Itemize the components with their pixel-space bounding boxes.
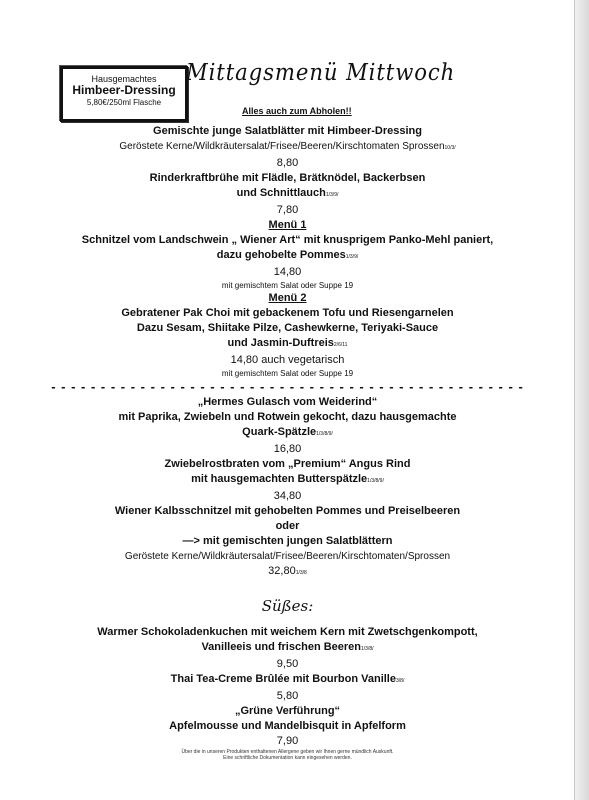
footnote-line-2: Eine schriftliche Dokumentation kann eingesehen werden.: [223, 755, 352, 761]
menu2-price: 14,80 auch vegetarisch: [230, 354, 345, 366]
cake-price: 9,50: [276, 658, 299, 670]
rostbraten-allergens: 1/3/8/9/: [367, 478, 384, 484]
soup-line-2-text: und Schnittlauch: [236, 187, 326, 199]
kalbsschnitzel-line-2: oder: [275, 520, 300, 532]
menu-body: [0, 124, 575, 761]
gulasch-item: [0, 395, 575, 457]
soup-item: [0, 171, 575, 218]
verfuehrung-price: 7,90: [276, 735, 299, 747]
gulasch-line-2: mit Paprika, Zwiebeln und Rotwein gekocht, dazu hausgemachte: [118, 411, 457, 423]
verfuehrung-item: [0, 704, 575, 749]
gulasch-allergens: 1/3/8/9/: [316, 431, 333, 437]
soup-price: 7,80: [276, 204, 299, 216]
rostbraten-line-2: [0, 472, 575, 489]
kalbsschnitzel-item: [0, 504, 575, 581]
menu1-line-1: Schnitzel vom Landschwein „ Wiener Art“ mit knusprigem Panko-Mehl paniert,: [81, 234, 494, 246]
salad-title: Gemischte junge Salatblätter mit Himbeer-Dressing: [153, 125, 422, 137]
cake-line-2-text: Vanilleeis und frischen Beeren: [201, 641, 362, 653]
page-title: Mittagsmenü Mittwoch: [186, 60, 456, 86]
salad-desc-text: Geröstete Kerne/Wildkräutersalat/Frisee/Beeren/Kirschtomaten Sprossen: [119, 141, 445, 152]
creme-title-text: Thai Tea-Creme Brûlée mit Bourbon Vanille: [170, 673, 396, 685]
menu1-note: mit gemischtem Salat oder Suppe 19: [221, 281, 354, 290]
rostbraten-line-2-text: mit hausgemachten Butterspätzle: [191, 473, 368, 485]
badge-line-2: Himbeer-Dressing: [72, 83, 176, 98]
kalbsschnitzel-line-3: —> mit gemischten jungen Salatblättern: [182, 535, 393, 547]
gulasch-line-3-text: Quark-Spätzle: [242, 426, 317, 438]
kalbsschnitzel-desc: Geröstete Kerne/Wildkräutersalat/Frisee/Beeren/Kirschtomaten/Sprossen: [124, 551, 451, 562]
creme-item: [0, 672, 575, 704]
menu2-label: Menü 2: [268, 292, 307, 304]
menu2-line-3-text: und Jasmin-Duftreis: [227, 337, 334, 349]
dressing-badge: [60, 66, 188, 122]
gulasch-price: 16,80: [273, 443, 302, 455]
menu1-line-2-text: dazu gehobelte Pommes: [216, 249, 346, 261]
verfuehrung-line-2: Apfelmousse und Mandelbisquit in Apfelform: [169, 720, 406, 732]
menu2-line-1: Gebratener Pak Choi mit gebackenem Tofu und Riesengarnelen: [121, 307, 454, 319]
creme-title: [0, 672, 575, 689]
menu2-line-3: [0, 336, 575, 353]
rostbraten-line-1: Zwiebelrostbraten vom „Premium“ Angus Rind: [164, 458, 411, 470]
salad-desc: [0, 139, 575, 156]
menu2-note: mit gemischtem Salat oder Suppe 19: [221, 369, 354, 378]
menu1-item: [0, 218, 575, 291]
dashed-separator: - - - - - - - - - - - - - - - - - - - - - - - - - - - - - - - - - - - - - - - - - - - - - - - -: [51, 379, 524, 394]
menu1-label: Menü 1: [268, 219, 307, 231]
menu1-allergens: 1/3/9/: [345, 254, 359, 260]
cake-line-2: [0, 640, 575, 657]
badge-line-3: 5,80€/250ml Flasche: [86, 98, 162, 108]
cake-item: [0, 625, 575, 672]
dessert-heading: Süßes:: [261, 597, 314, 615]
soup-allergens: 1/3/9/: [325, 192, 339, 198]
page-edge: [574, 0, 589, 800]
rostbraten-price: 34,80: [273, 490, 302, 502]
salad-item: [0, 124, 575, 171]
badge-line-1: Hausgemachtes: [91, 74, 157, 84]
menu1-price: 14,80: [273, 266, 302, 278]
pickup-note: Alles auch zum Abholen!!: [242, 106, 352, 116]
verfuehrung-line-1: „Grüne Verführung“: [234, 705, 341, 717]
kalbsschnitzel-price-line: [0, 564, 575, 581]
menu2-line-2: Dazu Sesam, Shiitake Pilze, Cashewkerne, Teriyaki-Sauce: [136, 322, 439, 334]
gulasch-line-1: „Hermes Gulasch vom Weiderind“: [197, 396, 378, 408]
gulasch-line-3: [0, 425, 575, 442]
footnote-line-1: Über die in unseren Produkten enthaltenen Allergene geben wir Ihnen gerne mündlich Auskunft.: [181, 749, 394, 755]
kalbsschnitzel-price: 32,80: [268, 565, 296, 577]
menu2-allergens: 2/6/11: [333, 342, 348, 348]
menu1-line-2: [0, 248, 575, 265]
cake-line-1: Warmer Schokoladenkuchen mit weichem Kern mit Zwetschgenkompott,: [97, 626, 478, 638]
creme-allergens: 3/8/: [396, 678, 405, 684]
kalbsschnitzel-allergens: 1/3/8: [295, 570, 307, 576]
kalbsschnitzel-line-1: Wiener Kalbsschnitzel mit gehobelten Pommes und Preiselbeeren: [114, 505, 461, 517]
salad-allergens: 10/3/: [444, 145, 456, 151]
soup-line-1: Rinderkraftbrühe mit Flädle, Brätknödel, Backerbsen: [149, 172, 426, 184]
creme-price: 5,80: [276, 690, 299, 702]
menu2-item: [0, 291, 575, 379]
rostbraten-item: [0, 457, 575, 504]
soup-line-2: [0, 186, 575, 203]
salad-price: 8,80: [276, 157, 299, 169]
cake-allergens: 1/3/8/: [361, 646, 374, 652]
